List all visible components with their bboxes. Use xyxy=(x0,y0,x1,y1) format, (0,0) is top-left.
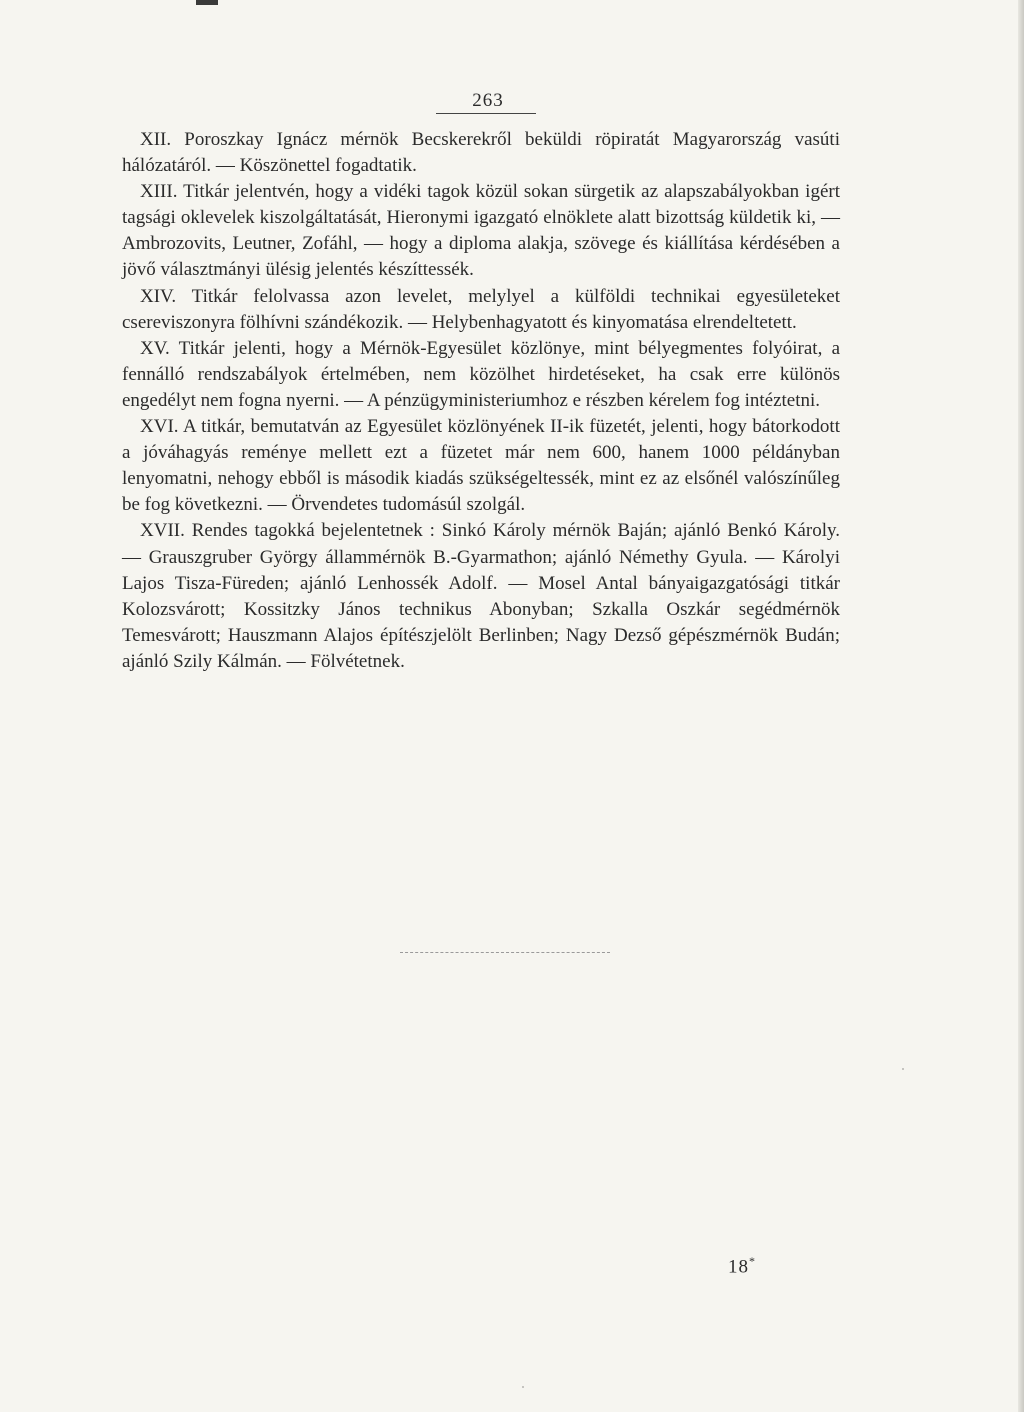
paragraph-xiii: XIII. Titkár jelentvén, hogy a vidéki tagok közül sokan sürgetik az alapszabályokban igért tagsági oklevelek kiszolgáltatását, Hieronymi igazgató elnöklete alatt bizottság küldetik ki, — Ambrozovits, Leutner, Zofáhl, — hogy a diploma alakja, szövege és kiállítása kérdésében a jövő választmányi ülésig jelentés készíttessék. xyxy=(122,181,840,281)
paper-speck xyxy=(902,1068,904,1070)
body-text xyxy=(122,127,840,675)
scan-edge-mark xyxy=(196,0,218,5)
paragraph-xii: XII. Poroszkay Ignácz mérnök Becskerekről beküldi röpiratát Magyarország vasúti hálózatáról. — Köszönettel fogadtatik. xyxy=(122,129,840,177)
section-end-rule xyxy=(400,952,610,954)
signature-number: 18 xyxy=(728,1256,749,1278)
signature-asterisk: * xyxy=(749,1254,756,1268)
paragraph-xv: XV. Titkár jelenti, hogy a Mérnök-Egyesület közlönye, mint bélyegmentes folyóirat, a fennálló rendszabályok értelmében, nem közölhet hirdetéseket, ha csak erre különös engedélyt nem fogna nyerni. — A pénzügyministeriumhoz e részben kérelem fog intéztetni. xyxy=(122,337,840,411)
paragraph-xvii: XVII. Rendes tagokká bejelentetnek : Sinkó Károly mérnök Baján; ajánló Benkó Károly. — Grauszgruber György állammérnök B.-Gyarmathon; ajánló Némethy Gyula. — Károlyi Lajos Tisza-Füreden; ajánló Lenhossék Adolf. — Mosel Antal bányaigazgatósági titkár Kolozsvárott; Kossitzky János technikus Abonyban; Szkalla Oszkár segédmérnök Temesvárott; Hauszmann Alajos építészjelölt Berlinben; Nagy Dezső gépészmérnök Budán; ajánló Szily Kálmán. — Fölvétetnek. xyxy=(122,520,840,672)
paragraph-xvi: XVI. A titkár, bemutatván az Egyesület közlönyének II-ik füzetét, jelenti, hogy bátorkodott a jóváhagyás reménye mellett ezt a füzetet már nem 600, hanem 1000 példányban lenyomatni, nehogy ebből is második kiadás szükségeltessék, mint ez az elsőnél valószínűleg be fog következni. — Örvendetes tudomásúl szolgál. xyxy=(122,416,840,516)
page-edge-shadow xyxy=(1018,0,1024,1412)
paper-speck xyxy=(522,1386,524,1388)
page-number-rule xyxy=(436,113,536,114)
page-number: 263 xyxy=(472,90,504,111)
paragraph-xiv: XIV. Titkár felolvassa azon levelet, melylyel a külföldi technikai egyesületeket csereviszonyra fölhívni szándékozik. — Helybenhagyatott és kinyomatása elrendeltetett. xyxy=(122,285,840,333)
printer-signature-mark xyxy=(728,1254,756,1278)
